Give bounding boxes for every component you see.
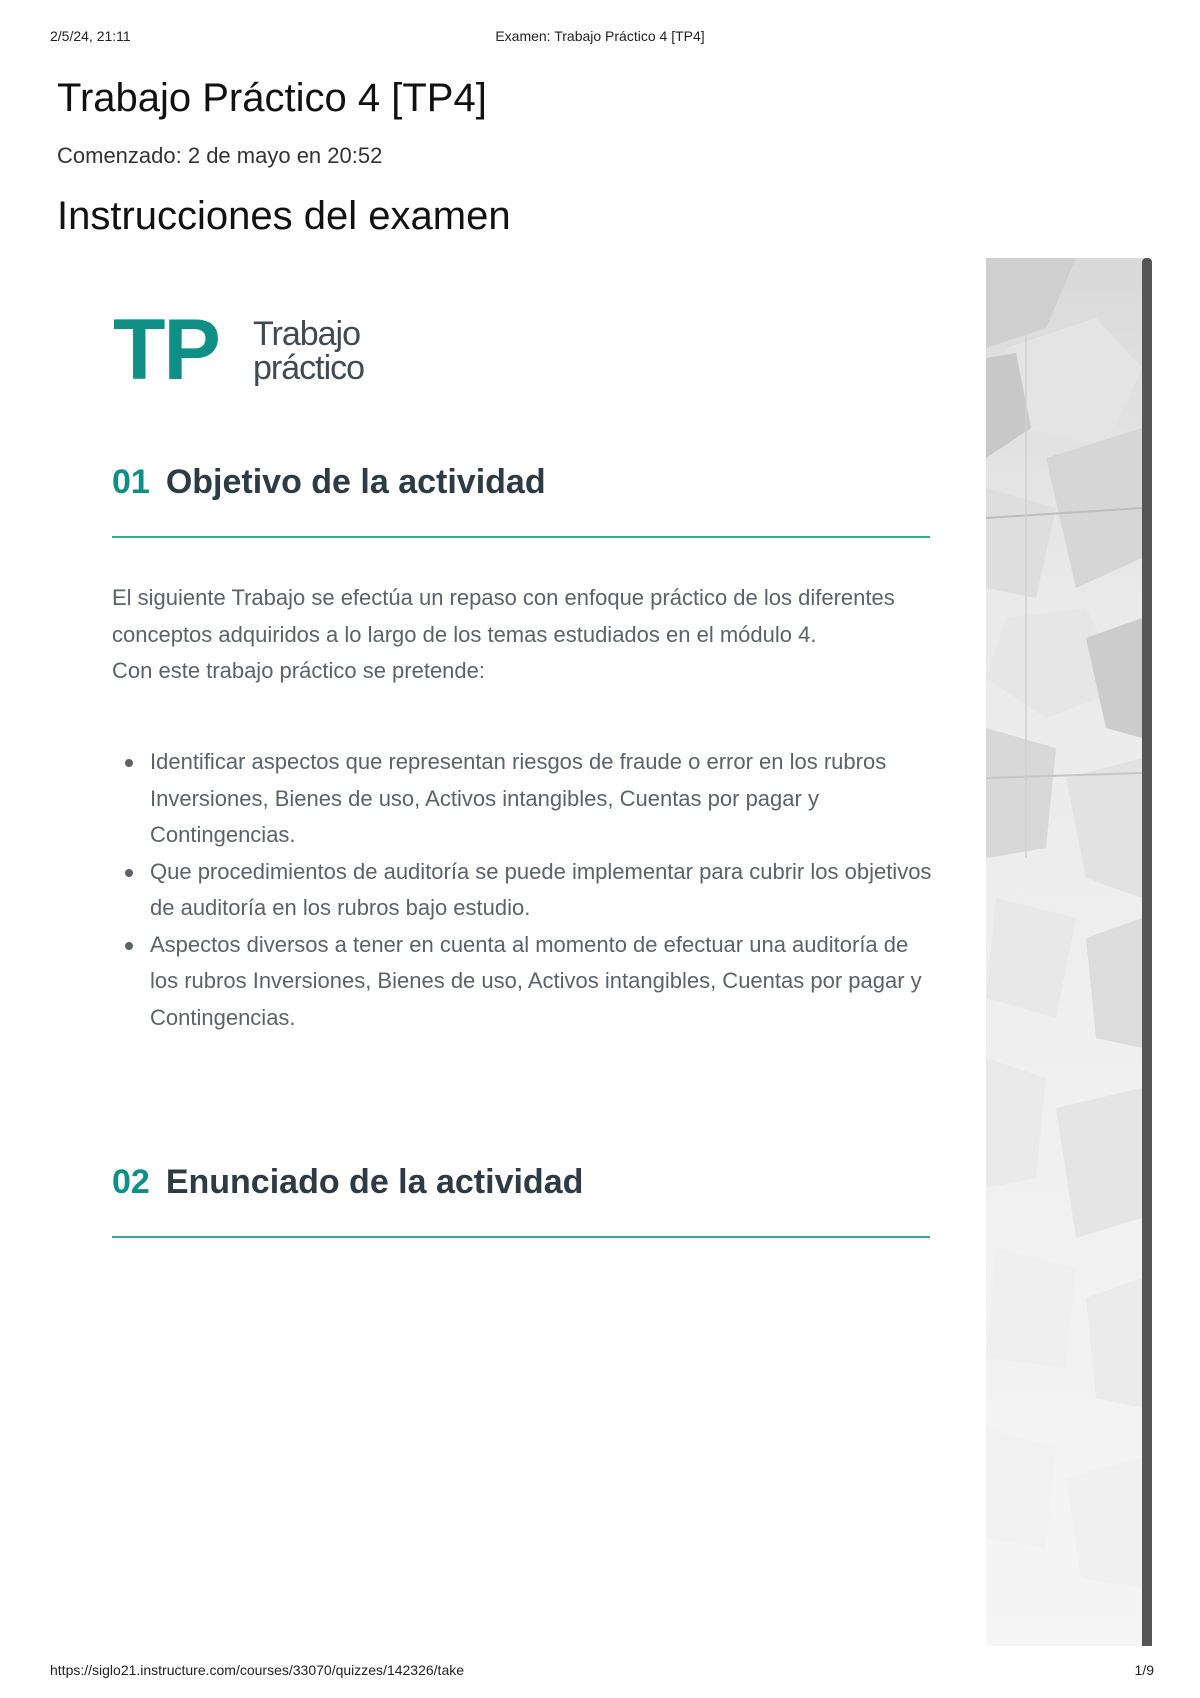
tp-logo-letters: TP [113,302,219,398]
tp-logo-word-practico: práctico [253,349,365,387]
section-divider [112,1236,930,1238]
objectives-list [112,744,932,1036]
section-number: 02 [112,1163,150,1201]
list-item: Identificar aspectos que representan riesgos de fraude o error en los rubros Inversiones, Bienes de uso, Activos intangibles, Cuentas por pagar y Contingencias. [112,744,932,854]
section-divider [112,536,930,538]
tp-logo-word-trabajo: Trabajo [253,315,361,353]
decorative-side-image [986,258,1142,1646]
list-item: Aspectos diversos a tener en cuenta al momento de efectuar una auditoría de los rubros Inversiones, Bienes de uso, Activos intangibles, Cuentas por pagar y Contingencias. [112,927,932,1037]
section-heading-enunciado [112,1162,583,1202]
section-title: Objetivo de la actividad [165,463,546,501]
abstract-pattern-image [986,258,1142,1646]
print-date: 2/5/24, 21:11 [50,28,131,44]
paragraph: El siguiente Trabajo se efectúa un repaso con enfoque práctico de los diferentes conceptos adquiridos a lo largo de los temas estudiados en el módulo 4. [112,585,895,647]
quiz-title: Trabajo Práctico 4 [TP4] [57,76,487,120]
instructions-heading: Instrucciones del examen [57,194,511,238]
section-title: Enunciado de la actividad [165,1163,584,1201]
print-page-number: 1/9 [1134,1662,1154,1678]
print-page-title: Examen: Trabajo Práctico 4 [TP4] [495,28,705,44]
side-scroll-bar [1142,258,1152,1646]
paragraph: Con este trabajo práctico se pretende: [112,658,486,683]
section-heading-objetivo [112,462,546,502]
section-number: 01 [112,463,150,501]
section-body [112,580,932,690]
quiz-started-time: Comenzado: 2 de mayo en 20:52 [57,143,383,168]
list-item: Que procedimientos de auditoría se puede implementar para cubrir los objetivos de auditoría en los rubros bajo estudio. [112,854,932,927]
print-url: https://siglo21.instructure.com/courses/33070/quizzes/142326/take [50,1662,465,1678]
